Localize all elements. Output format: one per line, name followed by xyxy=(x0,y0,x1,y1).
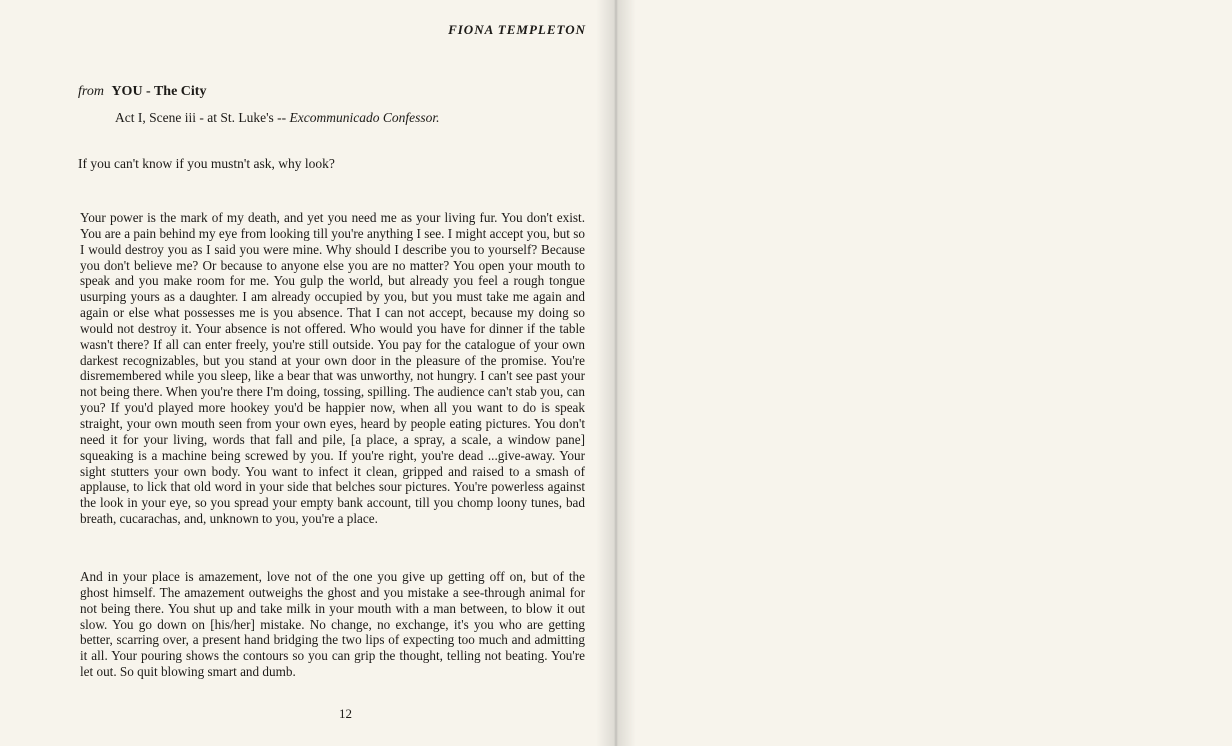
book-gutter-shadow xyxy=(596,0,636,746)
act-scene-heading xyxy=(115,110,440,126)
opening-question: If you can't know if you mustn't ask, why look? xyxy=(78,156,335,171)
right-page xyxy=(616,0,1232,746)
from-label: from xyxy=(78,84,104,99)
act-scene-prefix: Act I, Scene iii - at St. Luke's -- xyxy=(115,110,287,125)
page-number: 12 xyxy=(339,706,352,721)
excerpt-source-line xyxy=(78,84,206,100)
act-scene-title: Excommunicado Confessor. xyxy=(289,110,440,125)
body-paragraph: And in your place is amazement, love not of the one you give up getting off on, but of the ghost himself. The amazement outweighs the ghost and you mistake a see-through animal for not being there. You shut up and take milk in your mouth with a man between, to blow it out slow. You go down on [his/her] mistake. No change, no exchange, it's you who are getting better, scarring over, a present hand bridging the two lips of expecting too much and admitting it all. Your pouring shows the contours so you can grip the thought, telling not beating. You're let out. So quit blowing smart and dumb. xyxy=(80,569,585,680)
play-title: YOU - The City xyxy=(111,84,207,99)
body-paragraph: Your power is the mark of my death, and yet you need me as your living fur. You don't exist. You are a pain behind my eye from looking till you're anything I see. I might accept you, but so I would destroy you as I said you were mine. Why should I describe you to yourself? Because you don't believe me? Or because to anyone else you are no matter? You open your mouth to speak and you make room for me. You gulp the world, but already you feel a rough tongue usurping yours as a daughter. I am already occupied by you, but you must take me again and again or else what possesses me is you absence. That I can not accept, because my doing so would not destroy it. Your absence is not offered. Who would you have for dinner if the table wasn't there? If all can enter freely, you're still outside. You pay for the catalogue of your own darkest recognizables, but you stand at your own door in the pleasure of the promise. You're disremembered while you sleep, like a bear that was unworthy, not hungry. I can't see past your not being there. When you're there I'm doing, tossing, spilling. The audience can't stab you, can you? If you'd played more hookey you'd be happier now, when all you want to do is speak straight, your own mouth seen from your own eyes, heard by people eating pictures. You don't need it for your living, words that fall and pile, [a place, a spray, a scale, a window pane] squeaking is a machine being screwed by you. If you're right, you're dead ...give-away. Your sight stutters your own body. You want to infect it clean, gripped and raised to a smash of applause, to lick that old word in your side that belches sour pictures. You're powerless against the look in your eye, so you spread your empty bank account, till you chomp loony tunes, bad breath, cucarachas, and, unknown to you, you're a place. xyxy=(80,210,585,527)
running-head-author: FIONA TEMPLETON xyxy=(448,22,586,37)
